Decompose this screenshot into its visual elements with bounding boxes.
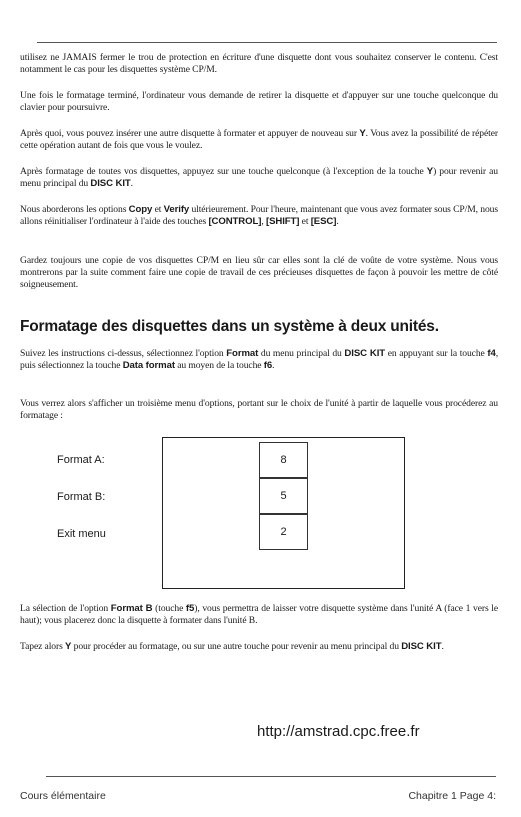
menu-label-format-a: Format A: [57,454,105,466]
menu-key-format-b: 5 [259,478,308,514]
top-rule [37,42,497,43]
footer-page-number: Chapitre 1 Page 4: [408,790,496,802]
paragraph-return-menu: Après formatage de toutes vos disquettes, appuyez sur une touche quelconque (à l'exception de la touche Y) pour revenir au menu principal du DISC KIT. [20,166,498,189]
paragraph-instructions: Suivez les instructions ci-dessus, sélectionnez l'option Format du menu principal du DISC KIT en appuyant sur la touche f4, puis sélectionnez la touche Data format au moyen de la touche f6. [20,348,498,371]
footer-left: Cours élémentaire [20,790,106,802]
bottom-rule [46,776,496,777]
section-heading: Formatage des disquettes dans un système à deux unités. [20,318,439,335]
paragraph-copy-verify: Nous aborderons les options Copy et Verify ultérieurement. Pour l'heure, maintenant que vous avez formater sous CP/M, nous allons réinitialiser l'ordinateur à l'aide des touches [CONTROL], [SHIFT] et [ESC]. [20,204,498,227]
menu-key-exit: 2 [259,514,308,550]
paragraph-third-menu: Vous verrez alors s'afficher un troisième menu d'options, portant sur le choix de l'unité à partir de laquelle vous procéderez au formatage : [20,398,498,421]
paragraph-format-finished: Une fois le formatage terminé, l'ordinateur vous demande de retirer la disquette et d'appuyer sur une touche quelconque du clavier pour poursuivre. [20,90,498,113]
paragraph-protection: utilisez ne JAMAIS fermer le trou de protection en écriture d'une disquette dont vous souhaitez conserver le contenu. C'est notamment le cas pour les disquettes système CP/M. [20,52,498,75]
menu-key-format-a: 8 [259,442,308,478]
paragraph-backup-advice: Gardez toujours une copie de vos disquettes CP/M en lieu sûr car elles sont la clé de voûte de votre système. Nous vous montrerons par la suite comment faire une copie de travail de ces précieuses disquettes de façon à pouvoir les mettre de côté soigneusement. [20,255,498,290]
menu-label-exit: Exit menu [57,528,106,540]
paragraph-confirm: Tapez alors Y pour procéder au formatage, ou sur une autre touche pour revenir au menu principal du DISC KIT. [20,641,444,652]
menu-label-format-b: Format B: [57,491,106,503]
paragraph-another-disk: Après quoi, vous pouvez insérer une autre disquette à formater et appuyer de nouveau sur Y. Vous avez la possibilité de répéter cette opération autant de fois que vous le voulez. [20,128,498,151]
source-url: http://amstrad.cpc.free.fr [257,723,420,740]
paragraph-format-b: La sélection de l'option Format B (touche f5), vous permettra de laisser votre disquette système dans l'unité A (face 1 vers le haut); vous placerez donc la disquette à formater dans l'unité B. [20,603,498,626]
